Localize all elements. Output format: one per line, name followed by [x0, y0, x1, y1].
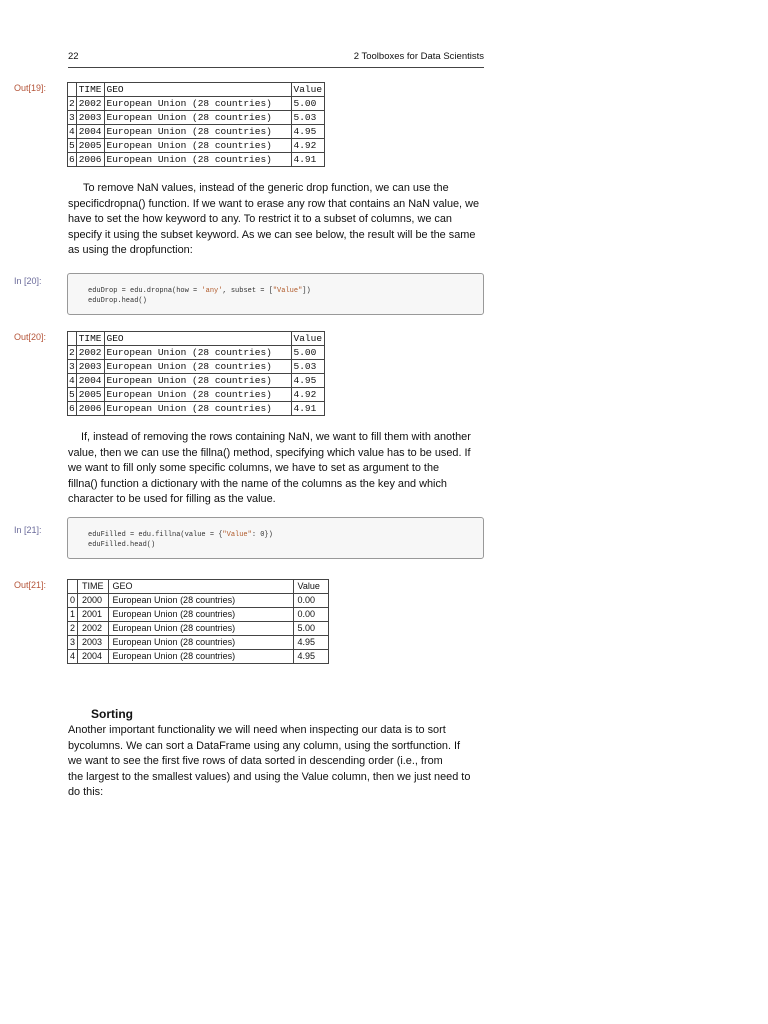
- table-cell: 2005: [76, 388, 104, 402]
- text-line: do this:: [68, 786, 104, 798]
- code-text: eduDrop = edu.dropna(how =: [88, 287, 202, 295]
- table-cell: 0.00: [293, 608, 328, 622]
- table-cell: 0.00: [293, 594, 328, 608]
- page-number: 22: [68, 51, 79, 62]
- table-cell: European Union (28 countries): [108, 650, 293, 664]
- table-cell: European Union (28 countries): [104, 388, 291, 402]
- table-cell: 2002: [78, 622, 109, 636]
- table-cell: 2001: [78, 608, 109, 622]
- table-cell: 5.00: [291, 97, 325, 111]
- cell-label-out20: Out[20]:: [14, 332, 47, 342]
- table-cell: 5.00: [293, 622, 328, 636]
- text-line: as using the dropfunction:: [68, 244, 193, 256]
- table-cell: 2005: [76, 139, 104, 153]
- column-header: [68, 580, 78, 594]
- table-row: [68, 622, 329, 636]
- text-line: Another important functionality we will need when inspecting our data is to sort: [68, 724, 446, 736]
- table-cell: 2006: [76, 153, 104, 167]
- table-row: [68, 346, 325, 360]
- column-header: TIME: [76, 332, 104, 346]
- table-cell: 2004: [76, 125, 104, 139]
- text-line: value, then we can use the fillna() method, specifying which value has to be used. If: [68, 446, 471, 459]
- column-header: GEO: [108, 580, 293, 594]
- table-cell: 4.95: [293, 650, 328, 664]
- text-line: character to be used for filling as the value.: [68, 493, 276, 505]
- table-cell: European Union (28 countries): [108, 594, 293, 608]
- code-text: ]): [302, 287, 311, 295]
- cell-label-out19: Out[19]:: [14, 83, 47, 93]
- table-cell: European Union (28 countries): [104, 111, 291, 125]
- column-header: Value: [291, 332, 325, 346]
- column-header: Value: [293, 580, 328, 594]
- table-cell: 5: [69, 389, 75, 400]
- dataframe-out21: [67, 579, 329, 664]
- table-cell: European Union (28 countries): [104, 125, 291, 139]
- table-cell: 3: [69, 361, 75, 372]
- text-line: bycolumns. We can sort a DataFrame using any column, using the sortfunction. If: [68, 739, 461, 752]
- column-header: Value: [291, 83, 325, 97]
- dataframe-out19: [67, 82, 325, 167]
- code-string: "Value": [272, 287, 303, 295]
- table-row: [68, 594, 329, 608]
- code-cell-in20: [67, 273, 484, 315]
- table-cell: European Union (28 countries): [108, 636, 293, 650]
- text-line: have to set the how keyword to any. To restrict it to a subset of columns, we can: [68, 213, 452, 225]
- table-cell: 2003: [76, 111, 104, 125]
- table-cell: 6: [69, 403, 75, 414]
- table-row: [68, 608, 329, 622]
- text-line: we want to see the first five rows of data sorted in descending order (i.e., from: [68, 755, 443, 767]
- table-cell: European Union (28 countries): [104, 139, 291, 153]
- table-cell: 4.91: [291, 153, 325, 167]
- cell-label-in20: In [20]:: [14, 276, 42, 286]
- code-string: "Value": [222, 531, 252, 539]
- code-text: eduFilled = edu.fillna(value = {: [88, 531, 223, 539]
- table-cell: 5.03: [291, 360, 325, 374]
- table-row: [68, 125, 325, 139]
- page-header: [68, 49, 484, 68]
- code-text: , subset = [: [222, 287, 273, 295]
- table-cell: 2002: [76, 346, 104, 360]
- table-row: [68, 111, 325, 125]
- table-cell: 2: [69, 347, 75, 358]
- table-row: [68, 388, 325, 402]
- column-header: TIME: [76, 83, 104, 97]
- text-line: fillna() function a dictionary with the name of the columns as the key and which: [68, 477, 447, 490]
- text-line: If, instead of removing the rows containing NaN, we want to fill them with another: [81, 431, 471, 443]
- text-line: specify it using the subset keyword. As we can see below, the result will be the same: [68, 228, 476, 241]
- table-row: [68, 139, 325, 153]
- table-row: [68, 97, 325, 111]
- table-cell: 4: [69, 375, 75, 386]
- code-line: eduDrop.head(): [88, 297, 147, 305]
- table-row: [68, 650, 329, 664]
- table-cell: 0: [68, 594, 78, 608]
- table-row: [68, 636, 329, 650]
- running-title: 2 Toolboxes for Data Scientists: [353, 51, 484, 62]
- text-line: To remove NaN values, instead of the generic drop function, we can use the: [83, 182, 449, 194]
- text-line: we want to fill only some specific columns, we have to set as argument to the: [68, 462, 440, 474]
- table-cell: 2004: [78, 650, 109, 664]
- table-cell: 2002: [76, 97, 104, 111]
- table-cell: 1: [68, 608, 78, 622]
- table-cell: 4: [68, 650, 78, 664]
- dataframe-out20: [67, 331, 325, 416]
- table-cell: 4.92: [291, 139, 325, 153]
- table-cell: 3: [68, 636, 78, 650]
- table-row: [68, 360, 325, 374]
- code-cell-in21: [67, 517, 484, 559]
- table-cell: 2: [69, 98, 75, 109]
- table-cell: 2006: [76, 402, 104, 416]
- table-cell: 5: [69, 140, 75, 151]
- table-cell: 3: [69, 112, 75, 123]
- table-cell: 2003: [76, 360, 104, 374]
- cell-label-in21: In [21]:: [14, 525, 42, 535]
- column-header: [68, 83, 77, 97]
- table-cell: 2: [68, 622, 78, 636]
- table-cell: European Union (28 countries): [104, 346, 291, 360]
- table-header-row: [68, 332, 325, 346]
- code-string: 'any': [201, 287, 223, 295]
- table-cell: 2003: [78, 636, 109, 650]
- body-paragraph: [68, 430, 485, 508]
- body-paragraph: [68, 723, 485, 801]
- table-row: [68, 374, 325, 388]
- code-line: [88, 286, 483, 296]
- body-paragraph: [68, 181, 485, 259]
- table-cell: 4.91: [291, 402, 325, 416]
- table-row: [68, 402, 325, 416]
- table-cell: 2004: [76, 374, 104, 388]
- table-cell: 4: [69, 126, 75, 137]
- code-line: eduFilled.head(): [88, 541, 156, 549]
- table-cell: 5.03: [291, 111, 325, 125]
- table-cell: European Union (28 countries): [104, 97, 291, 111]
- cell-label-out21: Out[21]:: [14, 580, 47, 590]
- table-cell: 4.95: [291, 374, 325, 388]
- table-cell: 6: [69, 154, 75, 165]
- code-line: [88, 530, 483, 540]
- table-cell: 2000: [78, 594, 109, 608]
- column-header: [68, 332, 77, 346]
- text-line: the largest to the smallest values) and using the Value column, then we just need to: [68, 770, 471, 783]
- table-cell: 5.00: [291, 346, 325, 360]
- table-header-row: [68, 83, 325, 97]
- table-cell: 4.92: [291, 388, 325, 402]
- code-text: : 0}): [251, 531, 273, 539]
- section-heading: Sorting: [91, 707, 133, 721]
- table-cell: European Union (28 countries): [104, 153, 291, 167]
- table-cell: 4.95: [291, 125, 325, 139]
- column-header: TIME: [78, 580, 109, 594]
- table-cell: European Union (28 countries): [104, 402, 291, 416]
- table-header-row: [68, 580, 329, 594]
- table-row: [68, 153, 325, 167]
- text-line: specificdropna() function. If we want to erase any row that contains an NaN value, we: [68, 197, 480, 210]
- table-cell: European Union (28 countries): [104, 374, 291, 388]
- column-header: GEO: [104, 332, 291, 346]
- table-cell: 4.95: [293, 636, 328, 650]
- table-cell: European Union (28 countries): [108, 622, 293, 636]
- table-cell: European Union (28 countries): [104, 360, 291, 374]
- column-header: GEO: [104, 83, 291, 97]
- table-cell: European Union (28 countries): [108, 608, 293, 622]
